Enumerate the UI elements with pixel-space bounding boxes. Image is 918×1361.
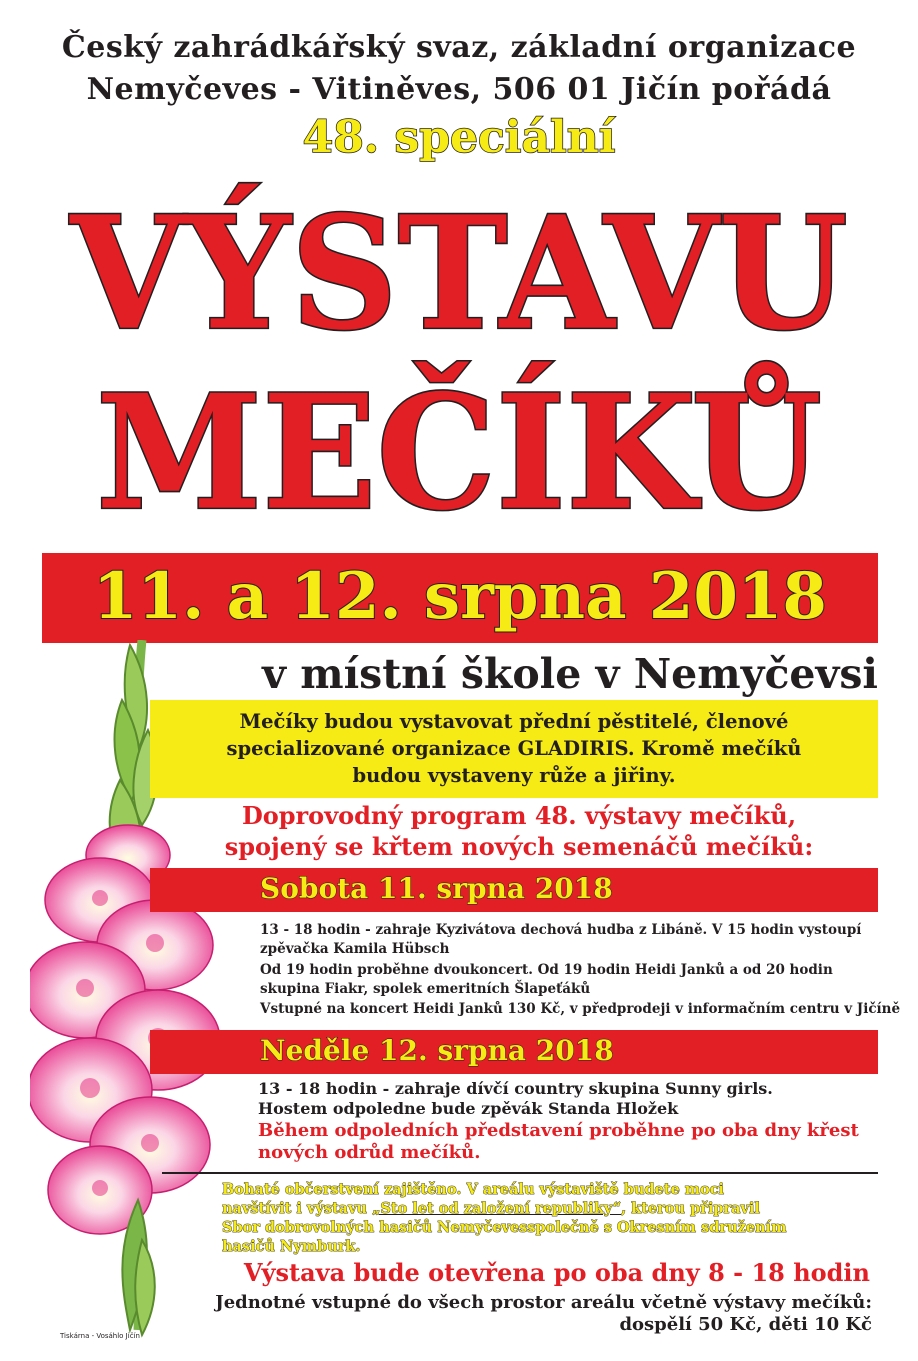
special-edition-label: 48. speciální — [302, 112, 616, 163]
refreshments-line-2-start: navštívit i výstavu — [222, 1200, 373, 1217]
intro-line-1: Mečíky budou vystavovat přední pěstitelé, členové — [239, 710, 789, 733]
saturday-line-2: zpěvačka Kamila Hübsch — [260, 941, 450, 957]
date-banner — [42, 553, 878, 643]
printer-credit: Tiskárna - Vosáhlo Jičín — [60, 1332, 140, 1340]
saturday-line-4: skupina Fiakr, spolek emeritních Šlapeťáků — [260, 981, 591, 997]
saturday-banner — [150, 868, 878, 912]
intro-box — [150, 700, 878, 798]
intro-line-2: specializované organizace GLADIRIS. Kromě mečíků — [226, 737, 802, 760]
organizer-line-1: Český zahrádkářský svaz, základní organizace — [61, 30, 857, 65]
saturday-title: Sobota 11. srpna 2018 — [260, 872, 613, 905]
divider — [162, 1172, 878, 1174]
opening-hours: Výstava bude otevřena po oba dny 8 - 18 hodin — [243, 1258, 870, 1287]
refreshments-line-2 — [222, 1199, 760, 1218]
event-date: 11. a 12. srpna 2018 — [93, 559, 827, 634]
refreshments-line-1: Bohaté občerstvení zajištěno. V areálu výstaviště budete moci — [222, 1181, 725, 1198]
intro-line-3: budou vystaveny růže a jiřiny. — [352, 764, 676, 787]
refreshments-line-4: hasičů Nymburk. — [222, 1238, 361, 1255]
refreshments-line-2-end: , kterou připravil — [621, 1200, 760, 1217]
sunday-christening-line-1: Během odpoledních představení proběhne po oba dny křest — [258, 1120, 859, 1141]
organizer-line-2: Nemyčeves - Vitiněves, 506 01 Jičín pořádá — [86, 72, 832, 107]
sunday-christening-line-2: nových odrůd mečíků. — [258, 1142, 481, 1163]
program-heading-line-2: spojený se křtem nových semenáčů mečíků: — [224, 832, 814, 861]
venue-line: v místní škole v Nemyčevsi — [262, 650, 878, 698]
sunday-title: Neděle 12. srpna 2018 — [260, 1034, 614, 1067]
title-line-2: MEČÍKŮ — [96, 360, 822, 546]
saturday-line-5: Vstupné na koncert Heidi Janků 130 Kč, v předprodeji v informačním centru v Jičíně — [260, 1001, 901, 1017]
refreshments-line-3: Sbor dobrovolných hasičů Nemyčevesspolečně s Okresním sdružením — [222, 1219, 787, 1236]
admission-line-1: Jednotné vstupné do všech prostor areálu včetně výstavy mečíků: — [215, 1292, 872, 1313]
sunday-line-1: 13 - 18 hodin - zahraje dívčí country skupina Sunny girls. — [258, 1079, 773, 1098]
saturday-line-3: Od 19 hodin proběhne dvoukoncert. Od 19 hodin Heidi Janků a od 20 hodin — [260, 962, 833, 978]
program-heading-line-1: Doprovodný program 48. výstavy mečíků, — [241, 801, 797, 830]
republic-exhibition-title: „Sto let od založení republiky“ — [372, 1200, 622, 1217]
sunday-line-2: Hostem odpoledne bude zpěvák Standa Hložek — [258, 1099, 679, 1118]
saturday-line-1: 13 - 18 hodin - zahraje Kyzivátova dechová hudba z Libáně. V 15 hodin vystoupí — [260, 922, 862, 938]
admission-line-2: dospělí 50 Kč, děti 10 Kč — [619, 1314, 872, 1335]
title-line-1: VÝSTAVU — [70, 181, 848, 365]
sunday-banner — [150, 1030, 878, 1074]
